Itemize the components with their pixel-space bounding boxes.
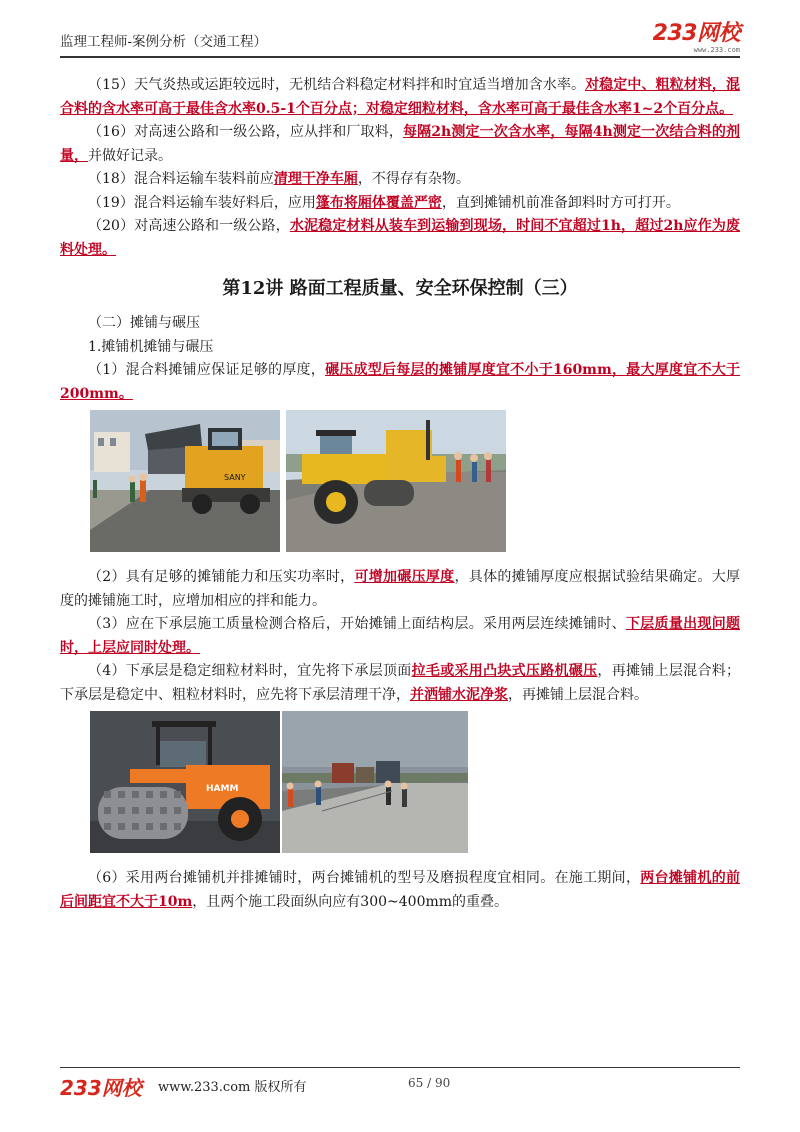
text: ，具体的摊铺厚度应根据试验结果确定。大厚度的摊铺施工时，应增加相应的拌和能力。 [60,569,741,609]
paragraph-3 [60,613,740,660]
text: 并做好记录。 [88,147,172,164]
header-logo [653,22,740,54]
page-footer [60,1072,740,1102]
text: ，不得存有杂物。 [357,171,470,187]
paver-label: SANY [224,473,246,482]
text: （18）混合料运输车装料前应 [88,171,274,187]
highlight-text: 碾压成型后每层的摊铺厚度宜不小于160mm，最大厚度宜不大于200mm。 [60,362,741,402]
text: （4）下承层是稳定细粒材料时，宜先将下承层顶面 [88,663,412,679]
padfoot-roller-photo [90,711,280,853]
highlight-text: 拉毛或采用凸块式压路机碾压 [411,663,598,679]
page-content [60,74,740,914]
logo-brand: 233网校 [652,21,740,46]
page-header [60,21,740,60]
highlight-text: 两台摊铺机的前后间距宜不大于10m [60,870,741,910]
paragraph-19 [60,192,740,216]
paragraph-18 [60,168,740,192]
footer-logo: 233网校 [60,1076,142,1100]
text: （2）具有足够的摊铺能力和压实功率时， [88,569,355,585]
text: ，且两个施工段面纵向应有300~400mm的重叠。 [192,893,509,910]
highlight-text: 水泥稳定材料从装车到运输到现场，时间不宜超过1h，超过2h应作为废料处理。 [60,218,740,258]
paragraph-16 [60,121,740,168]
paragraph-6 [60,867,740,914]
header-rule [60,56,740,58]
text: （15）天气炎热或运距较远时，无机结合料稳定材料拌和时宜适当增加含水率。 [88,77,586,93]
section-heading: （二）摊铺与碾压 [88,315,200,331]
footer-rule [60,1067,740,1068]
highlight-text: 下层质量出现问题时，上层应同时处理。 [60,616,741,656]
text: ，再摊铺上层混合料；下承层是稳定中、粗粒材料时，应先将下承层清理干净， [60,663,741,703]
page-number: 65 / 90 [408,1076,451,1090]
roller-paving-photo [286,410,506,552]
text: （3）应在下承层施工质量检测合格后，开始摊铺上面结构层。采用两层连续摊铺时、 [88,616,626,632]
footer-copyright: www.233.com 版权所有 [158,1080,307,1095]
header-title: 监理工程师-案例分析（交通工程） [60,34,268,50]
paragraph-4 [60,660,740,707]
paragraph-15 [60,74,740,121]
paragraph-2 [60,566,740,613]
text: ，直到摊铺机前准备卸料时方可打开。 [441,194,680,211]
photo-row-2 [60,711,740,861]
text: （16）对高速公路和一级公路，应从拌和厂取料， [88,124,403,140]
photo-row-1 [60,410,740,560]
highlight-text: 对稳定中、粗粒材料，混合料的含水率可高于最佳含水率0.5-1个百分点；对稳定细粒材料，含水率可高于最佳含水率1~2个百分点。 [60,77,741,117]
subsection-heading: 1.摊铺机摊铺与碾压 [88,338,214,355]
roller-label: HAMM [206,784,239,794]
lecture-title: 第12讲 路面工程质量、安全环保控制（三） [222,278,578,299]
paragraph-20 [60,215,740,262]
cement-slurry-photo [282,711,468,853]
text: （6）采用两台摊铺机并排摊铺时，两台摊铺机的型号及磨损程度宜相同。在施工期间， [88,870,641,886]
text: （1）混合料摊铺应保证足够的厚度， [88,362,326,378]
highlight-text: 每隔2h测定一次含水率，每隔4h测定一次结合料的剂量， [60,124,740,164]
paver-truck-photo [90,410,280,552]
highlight-text: 清理干净车厢 [273,171,358,187]
text: （19）混合料运输车装好料后，应用 [88,194,316,211]
paragraph-1 [60,359,740,406]
highlight-text: 并洒铺水泥净浆 [410,686,508,703]
highlight-text: 可增加碾压厚度 [354,569,455,585]
highlight-text: 篷布将厢体覆盖严密 [315,194,442,211]
logo-url: www.233.com [693,46,740,54]
text: （20）对高速公路和一级公路， [88,218,290,234]
text: ，再摊铺上层混合料。 [508,686,648,703]
